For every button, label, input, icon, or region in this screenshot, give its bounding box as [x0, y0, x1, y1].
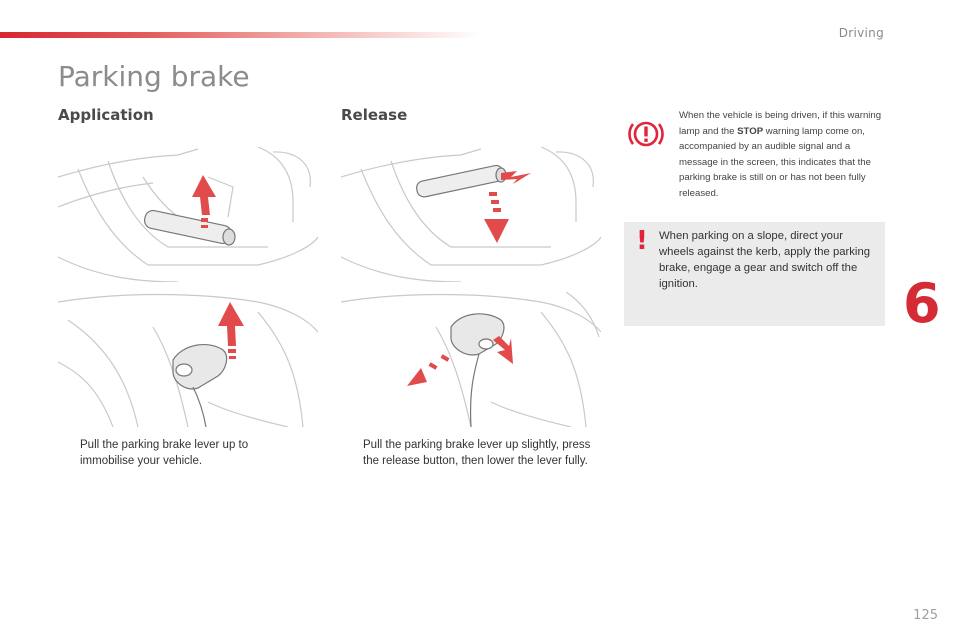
page-title: Parking brake [58, 60, 250, 93]
brake-warning-icon [628, 116, 664, 152]
application-heading: Application [58, 106, 154, 124]
application-lever-illustration [58, 147, 318, 282]
application-step-text: Pull the parking brake lever up to immobilise your vehicle. [80, 439, 249, 467]
release-step [341, 437, 591, 469]
section-label: Driving [838, 26, 884, 40]
release-lever-illustration [341, 147, 601, 282]
warning-lamp-text: When the vehicle is being driven, if this warning lamp and the STOP warning lamp come on, accompanied by an audible signal and a message in the screen, this indicates that the parking brake is still on or has not been fully released. [679, 110, 882, 199]
stop-label: STOP [737, 125, 764, 137]
header-accent-bar [0, 32, 480, 38]
release-lever-closeup-illustration [341, 292, 601, 427]
chapter-number: 6 [903, 272, 941, 335]
application-lever-closeup-illustration [58, 292, 318, 427]
page-number: 125 [913, 608, 938, 623]
tip-text: When parking on a slope, direct your wheels against the kerb, apply the parking brake, engage a gear and switch off the ignition. [659, 230, 871, 290]
release-step-text: Pull the parking brake lever up slightly, press the release button, then lower the lever fully. [363, 439, 591, 467]
release-heading: Release [341, 106, 408, 124]
slope-parking-tip [624, 222, 885, 326]
exclamation-icon: ! [636, 226, 648, 256]
application-step [58, 437, 298, 469]
